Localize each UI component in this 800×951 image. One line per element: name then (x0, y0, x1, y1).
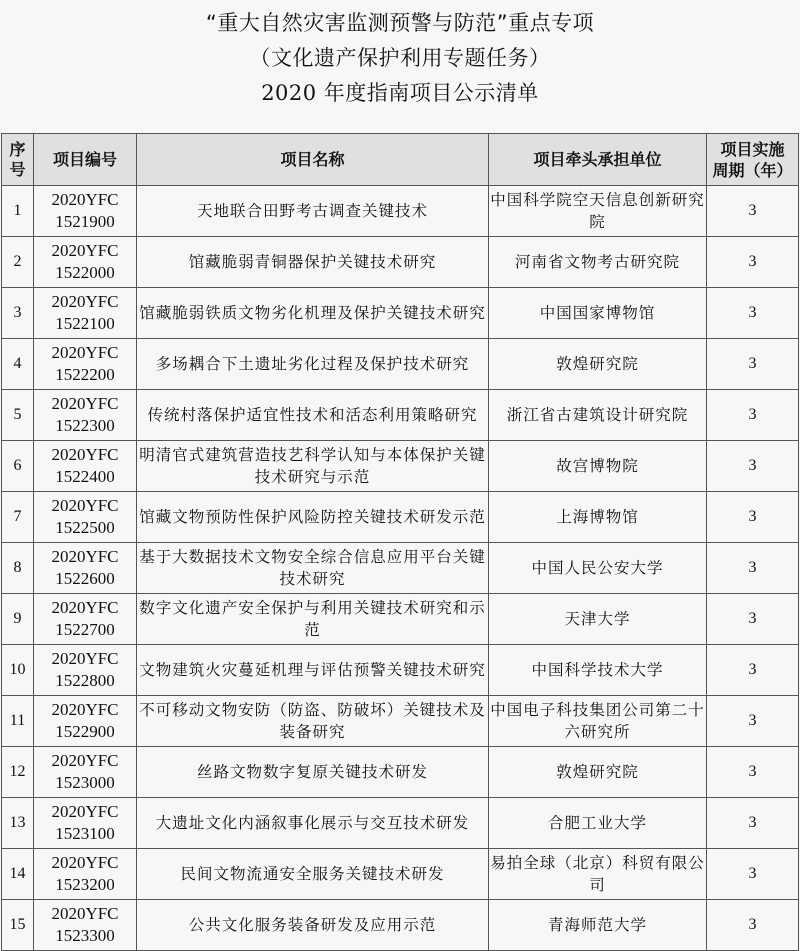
table-row (2, 849, 799, 900)
row-duration: 3 (707, 900, 799, 951)
row-code (34, 339, 137, 390)
row-code-line-2: 1522800 (55, 671, 115, 690)
row-name: 公共文化服务装备研发及应用示范 (137, 900, 489, 951)
row-unit: 中国电子科技集团公司第二十六研究所 (489, 696, 707, 747)
title-line-3: 2020 年度指南项目公示清单 (261, 81, 539, 105)
row-code-line-1: 2020YFC (51, 445, 119, 464)
row-seq: 15 (2, 900, 34, 951)
row-duration: 3 (707, 645, 799, 696)
table-row (2, 747, 799, 798)
row-code (34, 186, 137, 237)
row-code-line-2: 1521900 (55, 212, 115, 231)
row-name: 丝路文物数字复原关键技术研发 (137, 747, 489, 798)
row-duration: 3 (707, 441, 799, 492)
row-unit: 敦煌研究院 (489, 747, 707, 798)
row-code-line-2: 1523000 (55, 773, 115, 792)
row-seq: 3 (2, 288, 34, 339)
row-seq: 9 (2, 594, 34, 645)
row-name: 基于大数据技术文物安全综合信息应用平台关键技术研究 (137, 543, 489, 594)
row-code (34, 543, 137, 594)
table-row (2, 237, 799, 288)
row-seq: 13 (2, 798, 34, 849)
row-duration: 3 (707, 849, 799, 900)
row-code (34, 594, 137, 645)
row-code (34, 696, 137, 747)
row-seq: 4 (2, 339, 34, 390)
row-code (34, 441, 137, 492)
row-name: 天地联合田野考古调查关键技术 (137, 186, 489, 237)
table-row (2, 390, 799, 441)
header-duration (707, 134, 799, 186)
row-seq: 1 (2, 186, 34, 237)
row-code-line-1: 2020YFC (51, 241, 119, 260)
table-row (2, 186, 799, 237)
row-code-line-2: 1522300 (55, 416, 115, 435)
header-code: 项目编号 (34, 134, 137, 186)
row-unit: 易拍全球（北京）科贸有限公司 (489, 849, 707, 900)
table-row (2, 492, 799, 543)
row-code-line-2: 1522100 (55, 314, 115, 333)
row-code-line-2: 1523200 (55, 875, 115, 894)
row-duration: 3 (707, 543, 799, 594)
table-row (2, 543, 799, 594)
row-seq: 12 (2, 747, 34, 798)
table-row (2, 441, 799, 492)
row-name: 大遗址文化内涵叙事化展示与交互技术研发 (137, 798, 489, 849)
row-code (34, 900, 137, 951)
row-code-line-2: 1522600 (55, 569, 115, 588)
row-code-line-1: 2020YFC (51, 292, 119, 311)
row-seq: 2 (2, 237, 34, 288)
header-name: 项目名称 (137, 134, 489, 186)
row-code (34, 288, 137, 339)
row-seq: 8 (2, 543, 34, 594)
row-code-line-2: 1522400 (55, 467, 115, 486)
table-row (2, 645, 799, 696)
row-code-line-1: 2020YFC (51, 802, 119, 821)
row-duration: 3 (707, 339, 799, 390)
row-duration: 3 (707, 390, 799, 441)
row-code-line-2: 1523300 (55, 926, 115, 945)
row-unit: 中国科学技术大学 (489, 645, 707, 696)
row-duration: 3 (707, 594, 799, 645)
row-duration: 3 (707, 696, 799, 747)
table-row (2, 798, 799, 849)
row-code-line-2: 1522200 (55, 365, 115, 384)
row-unit: 河南省文物考古研究院 (489, 237, 707, 288)
row-name: 馆藏脆弱铁质文物劣化机理及保护关键技术研究 (137, 288, 489, 339)
row-code-line-1: 2020YFC (51, 190, 119, 209)
row-code (34, 492, 137, 543)
row-name: 数字文化遗产安全保护与利用关键技术研究和示范 (137, 594, 489, 645)
row-code (34, 849, 137, 900)
row-code (34, 798, 137, 849)
row-code-line-1: 2020YFC (51, 496, 119, 515)
row-seq: 6 (2, 441, 34, 492)
row-code-line-2: 1523100 (55, 824, 115, 843)
row-code-line-2: 1522900 (55, 722, 115, 741)
row-unit: 敦煌研究院 (489, 339, 707, 390)
row-unit: 上海博物馆 (489, 492, 707, 543)
row-name: 馆藏脆弱青铜器保护关键技术研究 (137, 237, 489, 288)
row-unit: 青海师范大学 (489, 900, 707, 951)
row-name: 不可移动文物安防（防盗、防破坏）关键技术及装备研究 (137, 696, 489, 747)
table-row (2, 339, 799, 390)
row-name: 传统村落保护适宜性技术和活态利用策略研究 (137, 390, 489, 441)
row-name: 多场耦合下土遗址劣化过程及保护技术研究 (137, 339, 489, 390)
header-duration-line-2: 周期（年） (712, 160, 793, 180)
row-unit: 浙江省古建筑设计研究院 (489, 390, 707, 441)
row-code-line-1: 2020YFC (51, 394, 119, 413)
row-duration: 3 (707, 492, 799, 543)
row-code-line-1: 2020YFC (51, 853, 119, 872)
table-row (2, 696, 799, 747)
row-code-line-1: 2020YFC (51, 649, 119, 668)
row-code-line-1: 2020YFC (51, 751, 119, 770)
row-code (34, 747, 137, 798)
table-header-row (2, 134, 799, 186)
row-code-line-1: 2020YFC (51, 598, 119, 617)
row-code-line-1: 2020YFC (51, 904, 119, 923)
row-code-line-2: 1522500 (55, 518, 115, 537)
row-unit: 合肥工业大学 (489, 798, 707, 849)
row-name: 文物建筑火灾蔓延机理与评估预警关键技术研究 (137, 645, 489, 696)
row-duration: 3 (707, 186, 799, 237)
header-unit: 项目牵头承担单位 (489, 134, 707, 186)
row-code-line-2: 1522000 (55, 263, 115, 282)
row-unit: 故宫博物院 (489, 441, 707, 492)
row-code (34, 390, 137, 441)
row-duration: 3 (707, 798, 799, 849)
row-code (34, 237, 137, 288)
title-line-2: （文化遗产保护利用专题任务） (249, 46, 551, 70)
row-code-line-1: 2020YFC (51, 547, 119, 566)
table-row (2, 900, 799, 951)
row-name: 民间文物流通安全服务关键技术研发 (137, 849, 489, 900)
row-unit: 中国人民公安大学 (489, 543, 707, 594)
row-unit: 中国国家博物馆 (489, 288, 707, 339)
row-unit: 中国科学院空天信息创新研究院 (489, 186, 707, 237)
row-seq: 11 (2, 696, 34, 747)
row-seq: 5 (2, 390, 34, 441)
row-seq: 14 (2, 849, 34, 900)
row-name: 明清官式建筑营造技艺科学认知与本体保护关键技术研究与示范 (137, 441, 489, 492)
table-body (2, 186, 799, 951)
row-code (34, 645, 137, 696)
row-code-line-2: 1522700 (55, 620, 115, 639)
table-row (2, 288, 799, 339)
row-duration: 3 (707, 288, 799, 339)
header-duration-line-1: 项目实施 (720, 139, 785, 159)
row-name: 馆藏文物预防性保护风险防控关键技术研发示范 (137, 492, 489, 543)
row-seq: 10 (2, 645, 34, 696)
table-row (2, 594, 799, 645)
title-line-1: “重大自然灾害监测预警与防范”重点专项 (205, 11, 595, 35)
header-seq: 序号 (2, 134, 34, 186)
row-code-line-1: 2020YFC (51, 343, 119, 362)
row-seq: 7 (2, 492, 34, 543)
project-table (1, 133, 799, 951)
row-duration: 3 (707, 747, 799, 798)
document-title (0, 6, 800, 111)
row-unit: 天津大学 (489, 594, 707, 645)
row-duration: 3 (707, 237, 799, 288)
row-code-line-1: 2020YFC (51, 700, 119, 719)
